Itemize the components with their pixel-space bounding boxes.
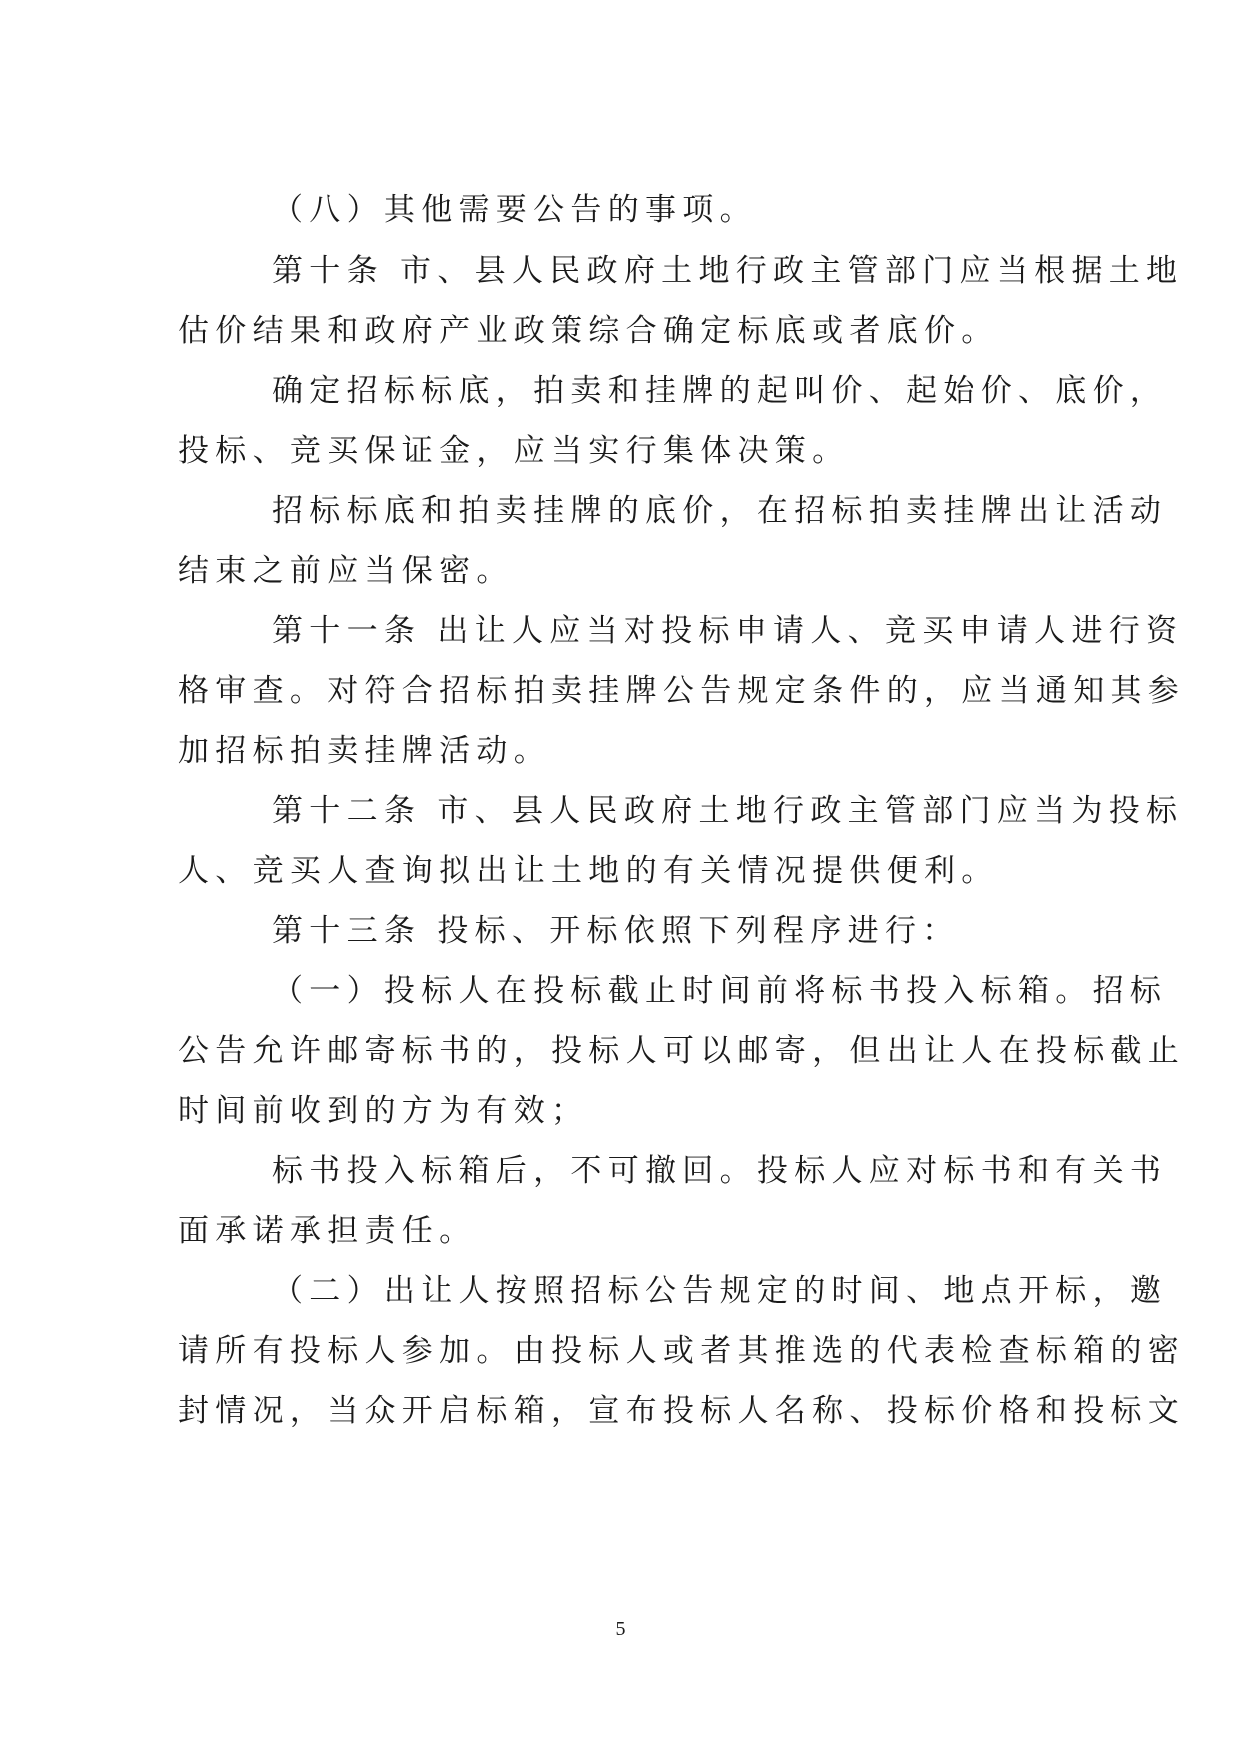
paragraph-line: 第十三条 投标、开标依照下列程序进行： <box>272 913 960 949</box>
paragraph-line: 人、竞买人查询拟出让土地的有关情况提供便利。 <box>178 853 999 889</box>
paragraph-line: 请所有投标人参加。由投标人或者其推选的代表检查标箱的密 <box>178 1333 1186 1369</box>
paragraph-line: 封情况，当众开启标箱，宣布投标人名称、投标价格和投标文 <box>178 1393 1186 1429</box>
paragraph-line: 公告允许邮寄标书的，投标人可以邮寄，但出让人在投标截止 <box>178 1033 1186 1069</box>
paragraph-line: 估价结果和政府产业政策综合确定标底或者底价。 <box>178 313 999 349</box>
paragraph-line: 格审查。对符合招标拍卖挂牌公告规定条件的，应当通知其参 <box>178 673 1186 709</box>
paragraph-line: 加招标拍卖挂牌活动。 <box>178 733 551 769</box>
paragraph-line: 第十条 市、县人民政府土地行政主管部门应当根据土地 <box>272 253 1184 289</box>
paragraph-line: 标书投入标箱后，不可撤回。投标人应对标书和有关书 <box>272 1153 1168 1189</box>
paragraph-line: 结束之前应当保密。 <box>178 553 514 589</box>
paragraph-line: 面承诺承担责任。 <box>178 1213 477 1249</box>
paragraph-line: （一）投标人在投标截止时间前将标书投入标箱。招标 <box>272 973 1168 1009</box>
paragraph-line: 确定招标标底，拍卖和挂牌的起叫价、起始价、底价， <box>272 373 1168 409</box>
paragraph-line: 第十一条 出让人应当对投标申请人、竞买申请人进行资 <box>272 613 1184 649</box>
paragraph-line: 投标、竞买保证金，应当实行集体决策。 <box>178 433 850 469</box>
paragraph-line: 招标标底和拍卖挂牌的底价，在招标拍卖挂牌出让活动 <box>272 493 1168 529</box>
paragraph-line: （二）出让人按照招标公告规定的时间、地点开标，邀 <box>272 1273 1168 1309</box>
paragraph-line: 第十二条 市、县人民政府土地行政主管部门应当为投标 <box>272 793 1184 829</box>
paragraph-line: （八）其他需要公告的事项。 <box>272 192 757 228</box>
page-number: 5 <box>615 1618 626 1640</box>
paragraph-line: 时间前收到的方为有效； <box>178 1093 589 1129</box>
